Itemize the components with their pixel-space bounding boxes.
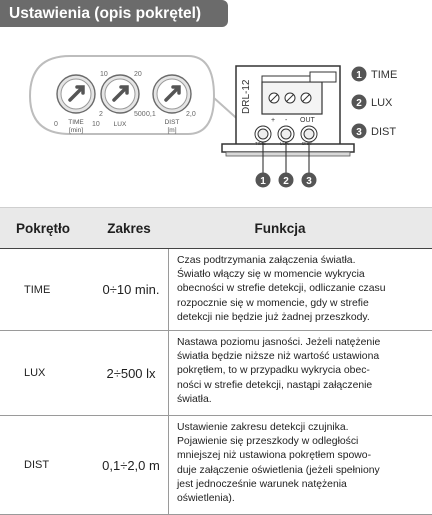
legend-number-3: 3 (356, 127, 362, 138)
knob-lux-max: 500 (134, 111, 146, 118)
knob-dist-max: 2,0 (186, 111, 196, 118)
header-knob: Pokrętło (16, 220, 71, 236)
knob-lux-top-max: 20 (134, 71, 142, 78)
knob-lux-min: 2 (99, 111, 103, 118)
knob-illustration (0, 36, 432, 196)
row-knob: DIST (24, 459, 50, 471)
row-range: 0,1÷2,0 m (102, 457, 160, 473)
header-range: Zakres (107, 220, 151, 236)
knob-time-unit: [min] (68, 127, 84, 134)
legend-label-time: TIME (371, 69, 398, 81)
legend-number-1: 1 (356, 70, 362, 81)
legend-label-dist: DIST (371, 126, 397, 138)
callout-bottom-1: 1 (260, 176, 266, 187)
knob-lux-dial (101, 75, 139, 113)
legend-label-lux: LUX (371, 97, 393, 109)
row-function: Czas podtrzymania załączenia światła. Światło włączy się w momencie wykrycia obecności w strefie detekcji, odliczanie czasu rozpocznie się w momencie, gdy w strefie detekcji nie będzie już żadnej przeszkody. (168, 249, 432, 330)
knob-time-dial (57, 75, 95, 113)
knob-lux-top-min: 10 (100, 71, 108, 78)
row-range: 0÷10 min. (102, 282, 160, 297)
row-range: 2÷500 lx (106, 365, 156, 381)
device-knob-label-dist: DIST (302, 141, 313, 146)
knob-dist-min: 0,1 (146, 111, 156, 118)
knob-time-max: 10 (92, 121, 100, 128)
table-row (0, 416, 432, 515)
terminal-screws (269, 93, 311, 103)
header-function: Funkcja (254, 220, 306, 236)
knob-lux-name: LUX (113, 121, 127, 128)
knob-dist-name: DIST (164, 119, 180, 126)
table-row (0, 249, 432, 331)
legend-number-2: 2 (356, 98, 362, 109)
settings-table (0, 207, 432, 515)
knob-dist-dial (153, 75, 191, 113)
section-title: Ustawienia (opis pokrętel) (0, 0, 228, 27)
device-model: DRL-12 (241, 79, 252, 114)
device-knob-label-time: TIME (255, 141, 266, 146)
terminal-out: OUT (300, 117, 315, 124)
knob-dist-unit: [m] (167, 127, 177, 134)
knob-time-name: TIME (68, 119, 84, 126)
device-knobs (255, 126, 317, 142)
row-function: Nastawa poziomu jasności. Jeżeli natężenie światła będzie niższe niż wartość ustawiona pokrętłem, to w przypadku wykrycia obec- ności w strefie detekcji, nastąpi załączenie światła. (168, 331, 432, 415)
row-knob: TIME (24, 283, 51, 296)
terminal-minus: - (285, 117, 288, 124)
callout-bottom-3: 3 (306, 176, 312, 187)
device-knob-label-lux: LUX (280, 141, 289, 146)
terminal-plus: + (271, 117, 276, 124)
callout-bottom-2: 2 (283, 176, 289, 187)
table-row (0, 331, 432, 416)
row-knob: LUX (24, 367, 46, 379)
knob-time-min: 0 (54, 121, 58, 128)
row-function: Ustawienie zakresu detekcji czujnika. Pojawienie się przeszkody w odległości mniejszej niż ustawiona pokrętłem spowo- duje załączenie oświetlenia (jeżeli spełniony jest jednocześnie warunek natężenia oświetlenia). (168, 416, 432, 514)
table-header (0, 207, 432, 249)
